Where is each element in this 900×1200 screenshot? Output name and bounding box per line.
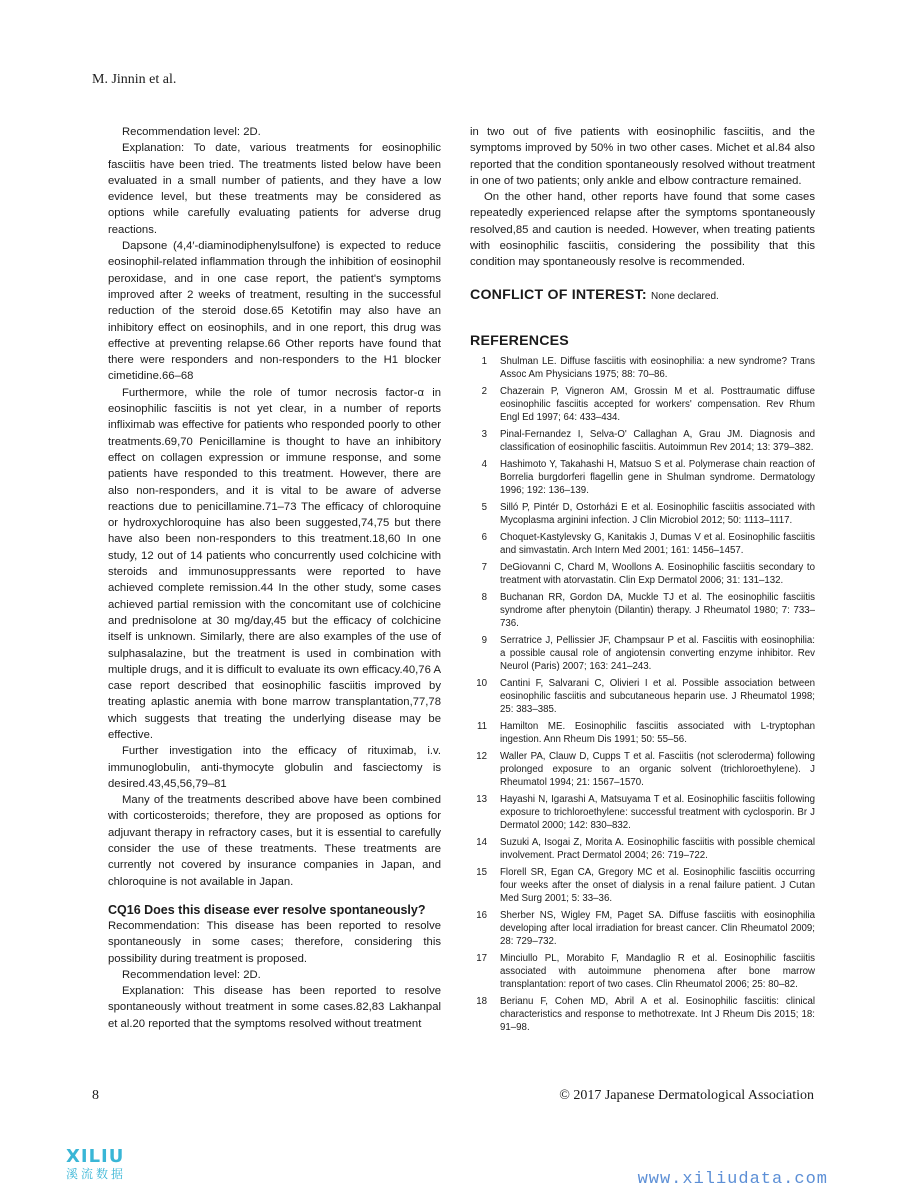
conflict-text: None declared. bbox=[650, 290, 719, 302]
copyright: © 2017 Japanese Dermatological Association bbox=[559, 1088, 814, 1103]
reference-text: Buchanan RR, Gordon DA, Muckle TJ et al. The eosinophilic fasciitis syndrome after phenytoin (Dilantin) therapy. J Rheumatol 1980; 7: 733–736. bbox=[500, 592, 815, 630]
reference-item bbox=[470, 458, 815, 497]
reference-number: 14 bbox=[476, 837, 487, 849]
cq16-heading: CQ16 Does this disease ever resolve spontaneously? bbox=[108, 902, 426, 917]
reference-number: 4 bbox=[481, 459, 487, 471]
reference-number: 2 bbox=[481, 386, 487, 398]
left-column bbox=[108, 124, 441, 1032]
logo-cn: 溪流数据 bbox=[66, 1167, 127, 1181]
reference-item bbox=[470, 634, 815, 673]
reference-item bbox=[470, 531, 815, 557]
reference-item bbox=[470, 355, 815, 381]
reference-item bbox=[470, 909, 815, 948]
references-heading: REFERENCES bbox=[470, 332, 569, 349]
reference-text: Pinal-Fernandez I, Selva-O' Callaghan A, Grau JM. Diagnosis and classification of eosinophilic fasciitis. Autoimmun Rev 2014; 13: 379–382. bbox=[500, 429, 815, 454]
reference-number: 6 bbox=[481, 532, 487, 544]
reference-item bbox=[470, 428, 815, 454]
page-number: 8 bbox=[92, 1088, 99, 1103]
conflict-heading: CONFLICT OF INTEREST: bbox=[470, 286, 647, 303]
reference-text: Silló P, Pintér D, Ostorházi E et al. Eosinophilic fasciitis associated with Mycoplasma arginini infection. J Clin Microbiol 2012; 50: 1113–1117. bbox=[500, 502, 815, 527]
reference-text: Sherber NS, Wigley FM, Paget SA. Diffuse fasciitis with eosinophilia developing after local irradiation for breast cancer. Clin Rheumatol 2009; 28: 729–732. bbox=[500, 910, 815, 948]
reference-item bbox=[470, 952, 815, 991]
reference-number: 16 bbox=[476, 910, 487, 922]
reference-number: 12 bbox=[476, 751, 487, 763]
reference-number: 7 bbox=[481, 562, 487, 574]
reference-item bbox=[470, 501, 815, 527]
running-head: M. Jinnin et al. bbox=[92, 72, 177, 87]
watermark-url: www.xiliudata.com bbox=[637, 1170, 828, 1189]
logo-word: XILIU bbox=[66, 1146, 125, 1167]
reference-text: Shulman LE. Diffuse fasciitis with eosinophilia: a new syndrome? Trans Assoc Am Physicians 1975; 88: 70–86. bbox=[500, 356, 815, 381]
reference-text: Hamilton ME. Eosinophilic fasciitis associated with L-tryptophan ingestion. Ann Rheum Dis 1991; 50: 55–56. bbox=[500, 721, 815, 746]
reference-text: Choquet-Kastylevsky G, Kanitakis J, Dumas V et al. Eosinophilic fasciitis and simvastatin. Arch Intern Med 2001; 161: 1456–1457. bbox=[500, 532, 815, 557]
watermark-logo bbox=[66, 1146, 156, 1186]
paragraph: Dapsone (4,4′-diaminodiphenylsulfone) is expected to reduce eosinophil-related inflammation through the inhibition of eosinophil peroxidase, and in one case report, the patient's symptoms improved after 2 weeks of treatment, resulting in the successful reduction of the steroid dose.65 Ketotifin may also have an inhibitory effect on eosinophils, and in one report, this drug was effective at preventing relapse.66 Other reports have found that there were responders and non-responders to the H1 blocker cimetidine.66–68 bbox=[108, 240, 441, 383]
reference-text: Chazerain P, Vigneron AM, Grossin M et al. Posttraumatic diffuse eosinophilic fasciitis accepted for workers' compensation. Rev Rhum Engl Ed 1997; 64: 433–434. bbox=[500, 386, 815, 424]
reference-number: 8 bbox=[481, 592, 487, 604]
paragraph: in two out of five patients with eosinophilic fasciitis, and the symptoms improved by 50% in two other cases. Michet et al.84 also reported that the condition spontaneously resolved without treatment in one of two patients; only ankle and elbow contracture remained. bbox=[470, 126, 815, 187]
reference-text: Waller PA, Clauw D, Cupps T et al. Fasciitis (not scleroderma) following prolonged exposure to an organic solvent (trichloroethylene). J Rheumatol 1994; 21: 1567–1570. bbox=[500, 751, 815, 789]
reference-item bbox=[470, 793, 815, 832]
reference-number: 15 bbox=[476, 867, 487, 879]
reference-text: Serratrice J, Pellissier JF, Champsaur P et al. Fasciitis with eosinophilia: a possible causal role of angiotensin converting enzyme inhibitor. Rev Neurol (Paris) 2007; 163: 241–243. bbox=[500, 635, 815, 673]
reference-item bbox=[470, 385, 815, 424]
reference-text: Suzuki A, Isogai Z, Morita A. Eosinophilic fasciitis with possible chemical involvement. Pract Dermatol 2004; 26: 719–722. bbox=[500, 837, 815, 862]
reference-number: 5 bbox=[481, 502, 487, 514]
reference-item bbox=[470, 750, 815, 789]
conflict-of-interest bbox=[470, 287, 815, 305]
paragraph: Explanation: To date, various treatments for eosinophilic fasciitis have been tried. The treatments listed below have been evaluated in a small number of patients, and they have a low evidence level, but these treatments may be considered as options while carefully evaluating patients for adverse drug reactions. bbox=[108, 142, 441, 236]
reference-item bbox=[470, 591, 815, 630]
reference-item bbox=[470, 720, 815, 746]
reference-number: 1 bbox=[481, 356, 487, 368]
reference-text: Florell SR, Egan CA, Gregory MC et al. Eosinophilic fasciitis occurring four weeks after the onset of dialysis in a renal failure patient. J Cutan Med Surg 2001; 5: 33–36. bbox=[500, 867, 815, 905]
reference-text: Berianu F, Cohen MD, Abril A et al. Eosinophilic fasciitis: clinical characteristics and response to methotrexate. Int J Rheum Dis 2015; 18: 91–98. bbox=[500, 996, 815, 1034]
reference-item bbox=[470, 561, 815, 587]
paragraph: Furthermore, while the role of tumor necrosis factor-α in eosinophilic fasciitis is not yet clear, in a number of reports infliximab was effective for patients who responded poorly to other treatments.69,70 Penicillamine is thought to have an inhibitory effect on collagen expression or immune response, and some patients have responded to this treatment. However, there are also non-responders, and it is vital to be aware of adverse reactions due to penicillamine.71–73 The efficacy of chloroquine or hydroxychloroquine has also been suggested,74,75 but there have also been non-responders to this treatment.18,60 In one study, 12 out of 14 patients who concurrently used colchicine with steroids and immunosuppressants were reported to have achieved complete remission.44 In the other study, some cases achieved partial remission with the concomitant use of colchicine and prednisolone at 30 mg/day,45 but the efficacy of colchicine itself is unknown. Similarly, there are also examples of the use of sulphasalazine, but the treatment is used in combination with multiple drugs, and it is difficult to evaluate its own efficacy.40,76 A case report described that eosinophilic fasciitis improved by treating aplastic anemia with bone marrow transplantation,77,78 which suggests that treating the underlying disease may be effective. bbox=[108, 386, 441, 741]
reference-number: 18 bbox=[476, 996, 487, 1008]
reference-item bbox=[470, 836, 815, 862]
reference-number: 11 bbox=[476, 721, 487, 733]
paragraph: Recommendation level: 2D. bbox=[122, 126, 261, 138]
paragraph: Many of the treatments described above have been combined with corticosteroids; therefore, they are proposed as options for adjuvant therapy in refractory cases, but it is essential to carefully consider the use of these treatments. These treatments are currently not covered by insurance companies in Japan, and chloroquine is not available in Japan. bbox=[108, 794, 441, 888]
reference-text: Hayashi N, Igarashi A, Matsuyama T et al. Eosinophilic fasciitis following exposure to trichloroethylene: successful treatment with cyclosporin. Br J Dermatol 2000; 142: 830–832. bbox=[500, 794, 815, 832]
reference-text: Minciullo PL, Morabito F, Mandaglio R et al. Eosinophilic fasciitis associated with autoimmune phenomena after bone marrow transplantation: report of two cases. Clin Rheumatol 2006; 25: 80–82. bbox=[500, 953, 815, 991]
reference-item bbox=[470, 995, 815, 1034]
reference-item bbox=[470, 866, 815, 905]
paragraph: Recommendation: This disease has been reported to resolve spontaneously in some cases; therefore, considering this possibility during treatment is proposed. bbox=[108, 919, 441, 965]
reference-list bbox=[470, 355, 815, 1034]
reference-number: 13 bbox=[476, 794, 487, 806]
reference-item bbox=[470, 677, 815, 716]
reference-text: DeGiovanni C, Chard M, Woollons A. Eosinophilic fasciitis secondary to treatment with atorvastatin. Clin Exp Dermatol 2006; 31: 131–132. bbox=[500, 562, 815, 587]
paragraph: Explanation: This disease has been reported to resolve spontaneously without treatment in some cases.82,83 Lakhanpal et al.20 reported that the symptoms resolved without treatment bbox=[108, 985, 441, 1030]
paragraph: Further investigation into the efficacy of rituximab, i.v. immunoglobulin, anti-thymocyte globulin and fasciectomy is desired.43,45,56,79–81 bbox=[108, 745, 441, 790]
right-column bbox=[470, 124, 815, 1038]
paragraph: Recommendation level: 2D. bbox=[122, 968, 261, 981]
reference-text: Cantini F, Salvarani C, Olivieri I et al. Possible association between eosinophilic fasciitis and subcutaneous heparin use. J Rheumatol 1998; 25: 383–385. bbox=[500, 678, 815, 716]
reference-text: Hashimoto Y, Takahashi H, Matsuo S et al. Polymerase chain reaction of Borrelia burgdorferi flagellin gene in Shulman syndrome. Dermatology 1996; 192: 136–139. bbox=[500, 459, 815, 497]
reference-number: 9 bbox=[481, 635, 487, 647]
paragraph: On the other hand, other reports have found that some cases repeatedly experienced relapse after the symptoms spontaneously resolved,85 and caution is needed. However, when treating patients with eosinophilic fasciitis, considering the possibility that this condition may spontaneously resolve is recommended. bbox=[470, 191, 815, 269]
reference-number: 10 bbox=[476, 678, 487, 690]
reference-number: 17 bbox=[476, 953, 487, 965]
reference-number: 3 bbox=[481, 429, 487, 441]
